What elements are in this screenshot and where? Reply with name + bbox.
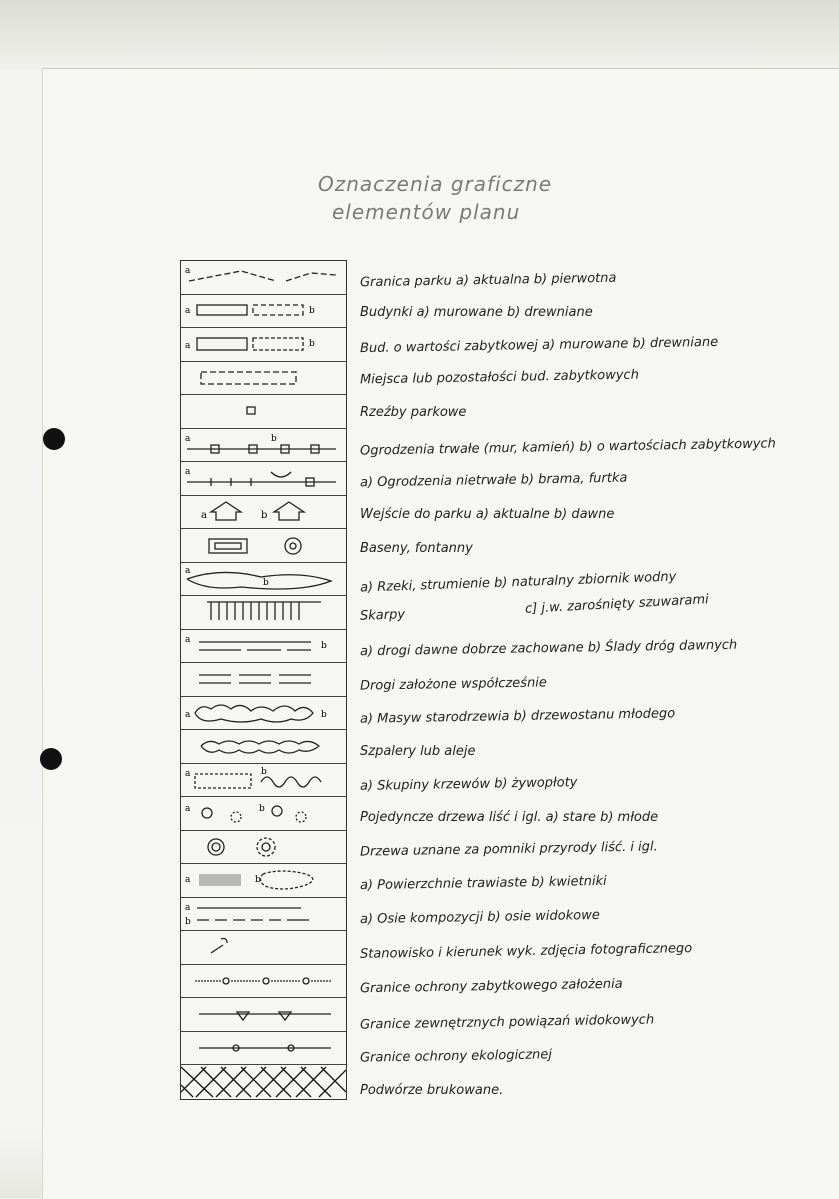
legend-extra-label: c] j.w. zarośnięty szuwarami [524,592,710,617]
svg-text:b: b [321,640,327,651]
symbol-drawing [181,462,346,496]
legend-symbol [181,1032,346,1066]
svg-text:b: b [255,875,261,885]
legend-symbol [181,730,346,764]
svg-text:a: a [185,433,191,444]
svg-text:b: b [271,433,277,444]
legend-label: a) Powierzchnie trawiaste b) kwietniki [359,873,607,894]
svg-text:b: b [185,916,191,927]
symbol-drawing [181,965,346,999]
legend-label: a) Skupiny krzewów b) żywopłoty [359,775,578,794]
svg-text:a: a [185,804,191,814]
legend-label: Miejsca lub pozostałości bud. zabytkowych [359,367,640,388]
legend-label: Granice ochrony ekologicznej [359,1047,553,1066]
svg-text:a: a [185,902,191,913]
legend-symbol [181,898,346,932]
punch-hole-icon [43,428,65,450]
legend-label: a) Osie kompozycji b) osie widokowe [359,907,600,928]
legend-symbol [181,931,346,965]
svg-text:b: b [261,766,267,777]
legend-label: Pojedyncze drzewa liść i igl. a) stare b) młode [360,810,659,825]
legend-symbol [181,462,346,496]
svg-text:b: b [309,305,315,316]
legend-symbol [181,596,346,630]
legend-label: Podwórze brukowane. [360,1083,504,1098]
svg-text:a: a [185,266,191,276]
symbol-drawing [181,898,346,932]
symbol-drawing [181,831,346,865]
svg-text:b: b [309,339,315,349]
legend-symbol [181,630,346,664]
page-subtitle: elementów planu [332,200,521,224]
legend-symbol [181,1065,346,1099]
symbol-drawing [181,328,346,362]
legend-symbol [181,797,346,831]
symbol-drawing [181,496,346,530]
legend-label: Szpalery lub aleje [360,744,476,759]
legend-symbol [181,563,346,597]
symbol-drawing [181,362,346,396]
symbol-drawing [181,931,346,965]
symbol-drawing [181,730,346,764]
legend-label: Stanowisko i kierunek wyk. zdjęcia fotograficznego [359,941,693,962]
svg-text:b: b [259,804,265,814]
svg-text:b: b [263,577,269,588]
svg-text:a: a [185,709,191,720]
legend-symbol [181,496,346,530]
symbol-drawing [181,663,346,697]
symbol-drawing [181,395,346,429]
symbol-drawing [181,764,346,798]
legend-label: a) Masyw starodrzewia b) drzewostanu młodego [359,706,676,727]
symbol-drawing [181,998,346,1032]
svg-text:a: a [185,875,191,885]
punch-hole-icon [40,748,62,770]
legend-symbol [181,261,346,295]
legend-symbol [181,429,346,463]
paper-top-edge [0,0,839,70]
symbol-drawing [181,797,346,831]
legend-symbol [181,663,346,697]
legend-symbol [181,529,346,563]
legend-symbol [181,965,346,999]
svg-text:a: a [201,509,207,521]
symbol-drawing [181,596,346,630]
svg-text:b: b [261,509,268,521]
legend-label: Ogrodzenia trwałe (mur, kamień) b) o wartościach zabytkowych [359,436,777,459]
symbol-drawing [181,630,346,664]
legend-label: Baseny, fontanny [360,541,473,556]
legend-symbol [181,395,346,429]
legend-symbol-column [180,260,347,1100]
svg-text:b: b [321,709,327,720]
symbol-drawing [181,429,346,463]
legend-label: a) Ogrodzenia nietrwałe b) brama, furtka [359,470,628,491]
svg-text:a: a [185,467,191,477]
legend-label: a) Rzeki, strumienie b) naturalny zbiornik wodny [359,569,677,596]
symbol-drawing [181,1065,346,1099]
legend-symbol [181,864,346,898]
svg-text:a: a [185,341,191,351]
page-title: Oznaczenia graficzne [318,172,553,196]
legend-symbol [181,697,346,731]
legend-symbol [181,831,346,865]
symbol-drawing [181,295,346,329]
legend-symbol [181,362,346,396]
legend-symbol [181,998,346,1032]
svg-text:a: a [185,305,191,316]
svg-text:a: a [185,768,191,779]
symbol-drawing [181,697,346,731]
legend-label: Granice ochrony zabytkowego założenia [359,976,623,997]
legend-label: Skarpy [359,607,406,624]
legend-label: a) drogi dawne dobrze zachowane b) Ślady dróg dawnych [359,637,738,660]
legend-label: Granica parku a) aktualna b) pierwotna [359,270,617,291]
legend-label: Rzeźby parkowe [360,405,467,420]
legend-label: Wejście do parku a) aktualne b) dawne [360,507,615,522]
symbol-drawing [181,864,346,898]
legend-symbol [181,328,346,362]
legend-symbol [181,764,346,798]
symbol-drawing [181,563,346,597]
legend-symbol [181,295,346,329]
svg-text:a: a [185,634,191,645]
svg-text:a: a [185,565,191,576]
legend-label: Bud. o wartości zabytkowej a) murowane b) drewniane [359,334,719,357]
symbol-drawing [181,1032,346,1066]
legend-label: Drogi założone współcześnie [359,675,547,694]
legend-label: Granice zewnętrznych powiązań widokowych [359,1012,655,1033]
legend-label: Budynki a) murowane b) drewniane [360,305,593,320]
symbol-drawing [181,529,346,563]
symbol-drawing [181,261,346,295]
legend-label: Drzewa uznane za pomniki przyrody liść. i igl. [359,839,658,860]
